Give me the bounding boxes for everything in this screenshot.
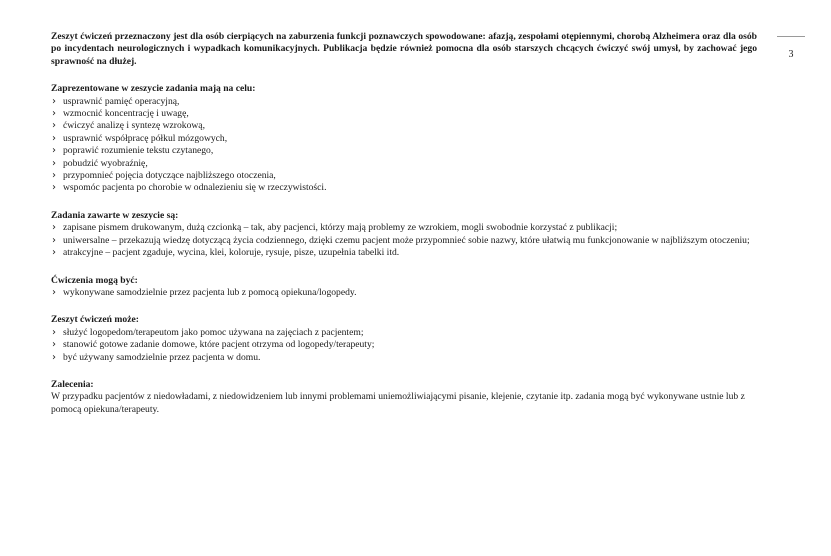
goals-list bbox=[51, 96, 757, 195]
exercises-section bbox=[51, 275, 757, 300]
list-item: › stanowić gotowe zadanie domowe, które pacjent otrzyma od logopedy/terapeuty; bbox=[51, 339, 757, 351]
list-item: › być używany samodzielnie przez pacjenta w domu. bbox=[51, 352, 757, 364]
workbook-list bbox=[51, 327, 757, 364]
list-item: › poprawić rozumienie tekstu czytanego, bbox=[51, 145, 757, 157]
list-item: › wzmocnić koncentrację i uwagę, bbox=[51, 108, 757, 120]
list-item: › ćwiczyć analizę i syntezę wzrokową, bbox=[51, 120, 757, 132]
workbook-heading: Zeszyt ćwiczeń może: bbox=[51, 314, 139, 326]
goals-section bbox=[51, 83, 757, 195]
document-body bbox=[51, 31, 757, 416]
list-item: › pobudzić wyobraźnię, bbox=[51, 158, 757, 170]
list-item: › wspomóc pacjenta po chorobie w odnalezieniu się w rzeczywistości. bbox=[51, 182, 757, 194]
intro-paragraph: Zeszyt ćwiczeń przeznaczony jest dla osób cierpiących na zaburzenia funkcji poznawczych spowodowane: afazją, zespołami otępiennymi, chorobą Alzheimera oraz dla osób po incydentach neurologicznych i wypadkach komunikacyjnych. Publikacja będzie również pomocna dla osób starszych chcących ćwiczyć swój umysł, by zachować jego sprawność na dłużej. bbox=[51, 31, 757, 67]
goals-heading: Zaprezentowane w zeszycie zadania mają na celu: bbox=[51, 83, 256, 95]
list-item: › przypomnieć pojęcia dotyczące najbliższego otoczenia, bbox=[51, 170, 757, 182]
list-item: › wykonywane samodzielnie przez pacjenta lub z pomocą opiekuna/logopedy. bbox=[51, 287, 757, 299]
list-item: › usprawnić pamięć operacyjną, bbox=[51, 96, 757, 108]
recommendations-section bbox=[51, 379, 757, 416]
workbook-section bbox=[51, 314, 757, 364]
list-item: › zapisane pismem drukowanym, dużą czcionką – tak, aby pacjenci, którzy mają problemy ze wzrokiem, mogli swobodnie korzystać z publikacji; bbox=[51, 222, 757, 234]
page-number-rule bbox=[777, 36, 805, 37]
list-item: › uniwersalne – przekazują wiedzę dotyczącą życia codziennego, dzięki czemu pacjent może przypomnieć sobie nazwy, które ułatwią mu funkcjonowanie w najbliższym otoczeniu; bbox=[51, 235, 757, 247]
recommendations-text: W przypadku pacjentów z niedowładami, z niedowidzeniem lub innymi problemami uniemożliwiającymi pisanie, klejenie, czytanie itp. zadania mogą być wykonywane ustnie lub z pomocą opiekuna/terapeuty. bbox=[51, 391, 745, 415]
exercises-heading: Ćwiczenia mogą być: bbox=[51, 274, 138, 286]
exercises-list bbox=[51, 287, 757, 299]
recommendations-heading: Zalecenia: bbox=[51, 378, 94, 390]
tasks-section bbox=[51, 210, 757, 260]
list-item: › atrakcyjne – pacjent zgaduje, wycina, klei, koloruje, rysuje, pisze, uzupełnia tabelki itd. bbox=[51, 247, 757, 259]
tasks-heading: Zadania zawarte w zeszycie są: bbox=[51, 209, 179, 221]
list-item: › służyć logopedom/terapeutom jako pomoc używana na zajęciach z pacjentem; bbox=[51, 327, 757, 339]
page-number: 3 bbox=[788, 49, 794, 60]
tasks-list bbox=[51, 222, 757, 259]
list-item: › usprawnić współpracę półkul mózgowych, bbox=[51, 133, 757, 145]
